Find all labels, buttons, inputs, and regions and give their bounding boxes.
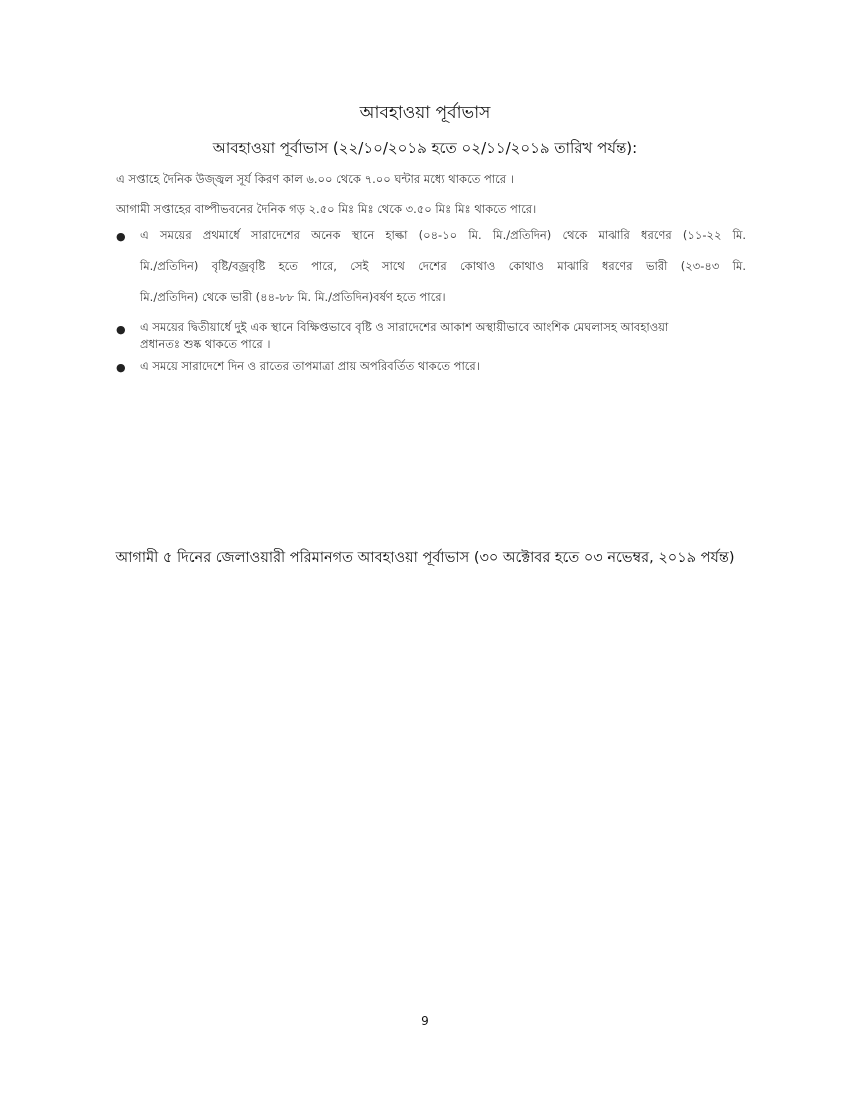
- bullet-line: মি./প্রতিদিন) থেকে ভারী (৪৪-৮৮ মি. মি./প্রতিদিন)বর্ষণ হতে পারে।: [140, 290, 446, 304]
- bullet-line: এ সময়ে সারাদেশে দিন ও রাতের তাপমাত্রা প্রায় অপরিবর্তিত থাকতে পারে।: [140, 359, 480, 373]
- forecast-text-block: [108, 163, 750, 385]
- bullet-line: মি./প্রতিদিন) বৃষ্টি/বজ্রবৃষ্টি হতে পারে, সেই সাথে দেশের কোথাও কোথাও মাঝারি ধরণের ভারী (২৩-৪৩ মি.: [140, 259, 746, 273]
- bullet-line: এ সময়ের প্রথমার্ধে সারাদেশের অনেক স্থানে হাল্কা (০৪-১০ মি. মি./প্রতিদিন) থেকে মাঝারি ধরণের (১১-২২ মি.: [140, 228, 746, 242]
- bullet-marker: ●: [116, 230, 126, 243]
- bullet-marker: ●: [116, 361, 126, 374]
- bullet-line: এ সময়ের দ্বিতীয়ার্ধে দুই এক স্থানে বিক্ষিপ্তভাবে বৃষ্টি ও সারাদেশের আকাশ অস্থায়ীভাবে আংশিক মেঘলাসহ আবহাওয়া: [140, 320, 669, 334]
- bullet-marker: ●: [116, 323, 126, 336]
- forecast-period-subtitle: আবহাওয়া পূর্বাভাস (২২/১০/২০১৯ হতে ০২/১১/২০১৯ তারিখ পর্যন্ত):: [212, 139, 638, 157]
- bullet-line: প্রধানতঃ শুষ্ক থাকতে পারে ।: [140, 337, 271, 351]
- sunshine-paragraph: এ সপ্তাহে দৈনিক উজ্জ্বল সূর্য কিরণ কাল ৬.০০ থেকে ৭.০০ ঘন্টার মধ্যে থাকতে পারে ।: [116, 172, 514, 186]
- page-number: 9: [421, 1014, 429, 1028]
- district-forecast-heading: আগামী ৫ দিনের জেলাওয়ারী পরিমানগত আবহাওয়া পূর্বাভাস (৩০ অক্টোবর হতে ০৩ নভেম্বর, ২০১৯ পর্যন্ত): [115, 550, 735, 566]
- page-title: আবহাওয়া পূর্বাভাস: [359, 103, 491, 123]
- evaporation-paragraph: আগামী সপ্তাহের বাষ্পীভবনের দৈনিক গড় ২.৫০ মিঃ মিঃ থেকে ৩.৫০ মিঃ মিঃ থাকতে পারে।: [116, 202, 537, 216]
